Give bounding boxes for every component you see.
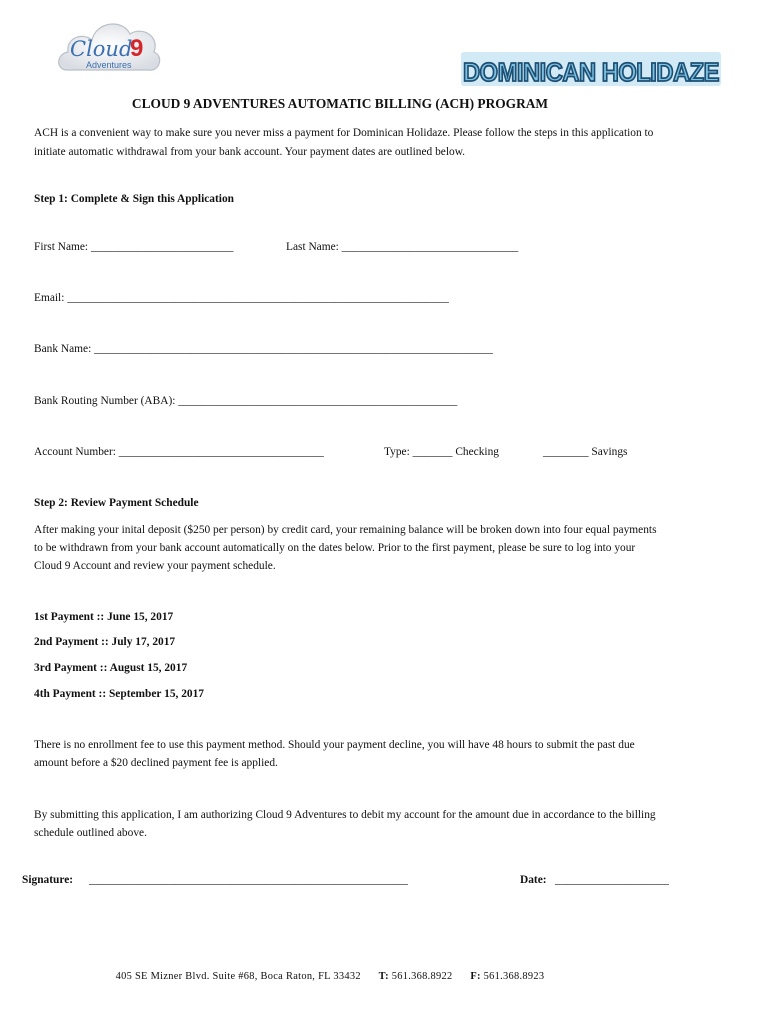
date-field[interactable]: ____________________: [555, 874, 669, 886]
routing-number-field[interactable]: Bank Routing Number (ABA): _________________________________________________: [34, 395, 458, 407]
last-name-field[interactable]: Last Name: _______________________________: [286, 241, 519, 253]
authorization-line-2: schedule outlined above.: [34, 827, 147, 839]
intro-line-1: ACH is a convenient way to make sure you never miss a payment for Dominican Holidaze. Please follow the steps in this application to: [34, 127, 654, 139]
first-name-field[interactable]: First Name: _________________________: [34, 241, 234, 253]
type-checking-field[interactable]: Type: _______ Checking: [384, 446, 499, 458]
step2-line-2: to be withdrawn from your bank account automatically on the dates below. Prior to the first payment, please be sure to log into your: [34, 542, 636, 554]
payment-3: 3rd Payment :: August 15, 2017: [34, 662, 188, 674]
type-savings-field[interactable]: ________ Savings: [543, 446, 628, 458]
signature-label: Signature:: [22, 874, 74, 886]
step2-line-3: Cloud 9 Account and review your payment schedule.: [34, 560, 276, 572]
footer-fax: 561.368.8923: [483, 971, 545, 982]
payment-4: 4th Payment :: September 15, 2017: [34, 688, 204, 700]
step1-heading: Step 1: Complete & Sign this Application: [34, 193, 234, 205]
date-label: Date:: [520, 874, 547, 886]
intro-line-2: initiate automatic withdrawal from your bank account. Your payment dates are outlined below.: [34, 146, 466, 158]
cloud-logo-numeral: 9: [130, 35, 144, 62]
payment-2: 2nd Payment :: July 17, 2017: [34, 636, 176, 648]
footer-fax-label: F:: [470, 971, 481, 982]
footer-contact: [0, 971, 660, 982]
step2-heading: Step 2: Review Payment Schedule: [34, 497, 199, 509]
signature-field[interactable]: ________________________________________________________: [89, 874, 408, 886]
account-number-field[interactable]: Account Number: ____________________________________: [34, 446, 324, 458]
cloud-9-adventures-logo: [56, 14, 164, 84]
cloud-logo-word: Cloud: [70, 37, 133, 61]
authorization-line-1: By submitting this application, I am authorizing Cloud 9 Adventures to debit my account for the amount due in accordance to the billing: [34, 809, 656, 821]
bank-name-field[interactable]: Bank Name: ______________________________________________________________________: [34, 343, 493, 355]
dominican-holidaze-logo: [458, 46, 724, 92]
step2-line-1: After making your inital deposit ($250 per person) by credit card, your remaining balance will be broken down into four equal payments: [34, 524, 657, 536]
cloud-logo-adventures: Adventures: [86, 60, 132, 70]
fee-notice-line-1: There is no enrollment fee to use this payment method. Should your payment decline, you will have 48 hours to submit the past due: [34, 739, 635, 751]
footer-address: 405 SE Mizner Blvd. Suite #68, Boca Raton, FL 33432: [115, 971, 361, 982]
footer-phone: 561.368.8922: [391, 971, 453, 982]
holidaze-logo-text: DOMINICAN HOLIDAZE: [463, 57, 720, 87]
fee-notice-line-2: amount before a $20 declined payment fee is applied.: [34, 757, 278, 769]
footer-phone-label: T:: [378, 971, 389, 982]
email-field[interactable]: Email: ___________________________________________________________________: [34, 292, 449, 304]
page-title: CLOUD 9 ADVENTURES AUTOMATIC BILLING (ACH) PROGRAM: [131, 96, 549, 111]
payment-1: 1st Payment :: June 15, 2017: [34, 611, 174, 623]
